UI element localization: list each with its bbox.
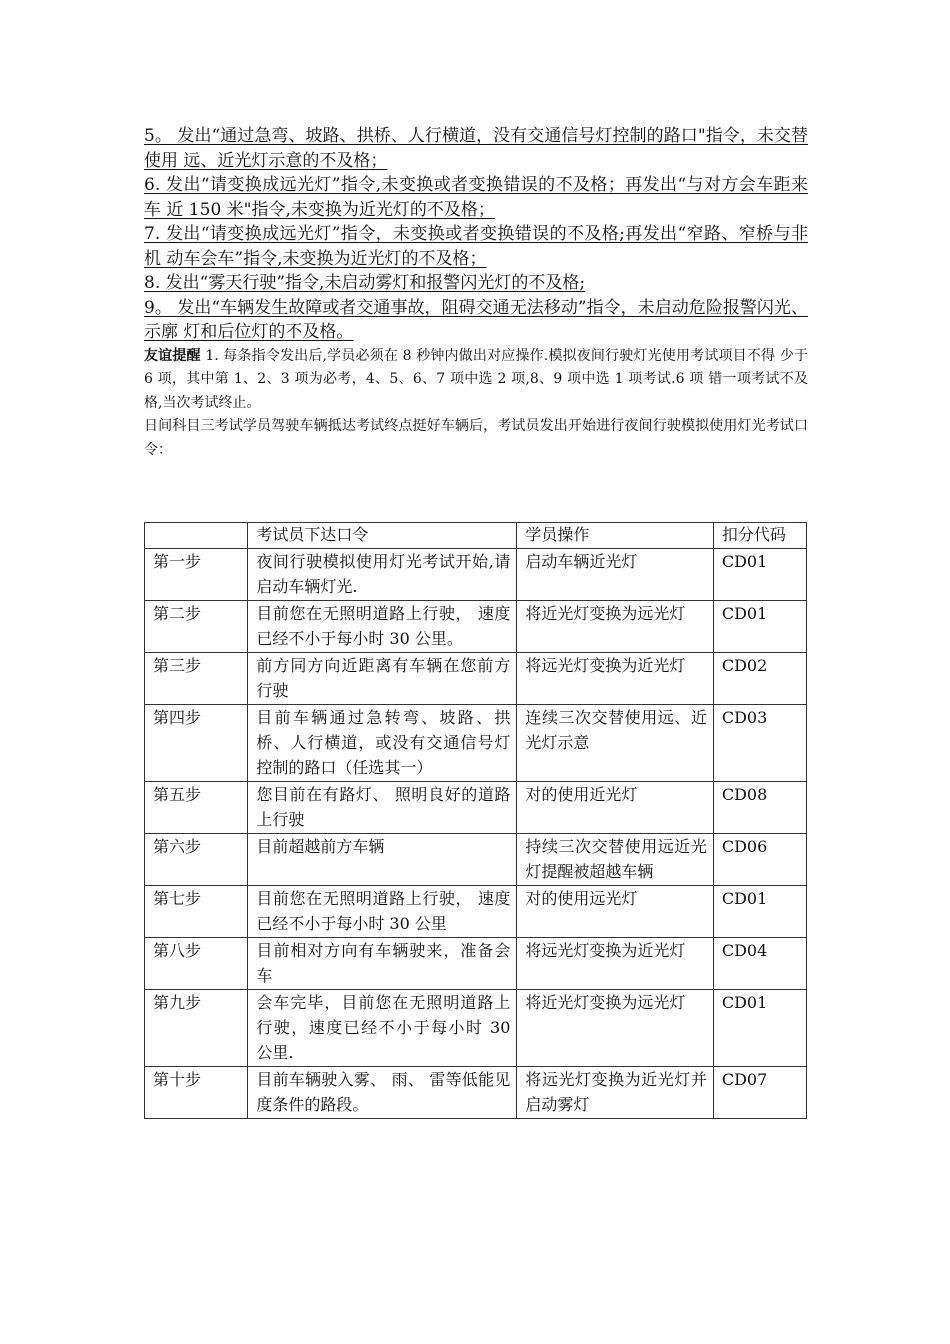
header-action: 学员操作: [517, 523, 713, 549]
rule-text: 8. 发出“雾天行驶”指令,未启动雾灯和报警闪光灯的不及格;: [144, 273, 586, 293]
header-code: 扣分代码: [713, 523, 806, 549]
cell-step: 第九步: [145, 990, 248, 1067]
cell-action: 将远光灯变换为近光灯: [517, 938, 713, 990]
cell-action: 将近光灯变换为远光灯: [517, 601, 713, 653]
tip-label: 友谊提醒: [144, 347, 201, 364]
cell-action: 将远光灯变换为近光灯并启动雾灯: [517, 1067, 713, 1119]
table-row: [145, 653, 807, 705]
cell-command: 目前您在无照明道路上行驶， 速度已经不小于每小时 30 公里: [248, 886, 517, 938]
rule-text: 9。 发出“车辆发生故障或者交通事故，阻碍交通无法移动”指令，未启动危险报警闪光、示廓 灯和后位灯的不及格。: [144, 297, 808, 342]
cell-step: 第八步: [145, 938, 248, 990]
cell-command: 目前您在无照明道路上行驶， 速度已经不小于每小时 30 公里。: [248, 601, 517, 653]
cell-command: 目前超越前方车辆: [248, 834, 517, 886]
cell-action: 连续三次交替使用远、近光灯示意: [517, 705, 713, 782]
cell-code: CD07: [713, 1067, 806, 1119]
cell-code: CD02: [713, 653, 806, 705]
header-step: [145, 523, 248, 549]
cell-action: 启动车辆近光灯: [517, 549, 713, 601]
friendly-tip: [144, 345, 808, 416]
cell-step: 第三步: [145, 653, 248, 705]
table-header-row: [145, 523, 807, 549]
rule-item-5: [144, 124, 808, 173]
table-row: [145, 705, 807, 782]
table-row: [145, 834, 807, 886]
cell-code: CD01: [713, 549, 806, 601]
rule-item-9: [144, 296, 808, 345]
table-row: [145, 1067, 807, 1119]
cell-command: 前方同方向近距离有车辆在您前方行驶: [248, 653, 517, 705]
document-page: [144, 124, 808, 462]
cell-command: 会车完毕，目前您在无照明道路上行驶，速度已经不小于每小时 30 公里.: [248, 990, 517, 1067]
cell-action: 将近光灯变换为远光灯: [517, 990, 713, 1067]
cell-command: 您目前在有路灯、 照明良好的道路上行驶: [248, 782, 517, 834]
cell-command: 目前车辆通过急转弯、坡路、拱桥、人行横道，或没有交通信号灯控制的路口（任选其一）: [248, 705, 517, 782]
cell-step: 第六步: [145, 834, 248, 886]
intro-paragraph: 日间科目三考试学员驾驶车辆抵达考试终点挺好车辆后，考试员发出开始进行夜间行驶模拟使用灯光考试口令：: [144, 418, 808, 458]
cell-action: 对的使用远光灯: [517, 886, 713, 938]
exam-steps-table: [144, 522, 807, 1119]
rule-item-6: [144, 173, 808, 222]
tip-text: 1. 每条指令发出后,学员必须在 8 秒钟内做出对应操作.模拟夜间行驶灯光使用考试项目不得 少于 6 项，其中第 1、2、3 项为必考，4、5、6、7 项中选 2 项,8、9 项中选 1 项考试.6 项 错一项考试不及格,当次考试终止。: [144, 347, 808, 411]
cell-command: 目前相对方向有车辆驶来，准备会车: [248, 938, 517, 990]
cell-command: 夜间行驶模拟使用灯光考试开始,请启动车辆灯光.: [248, 549, 517, 601]
rule-text: 5。 发出“通过急弯、坡路、拱桥、人行横道，没有交通信号灯控制的路口"指令，未交替使用 远、近光灯示意的不及格；: [144, 126, 808, 171]
cell-action: 持续三次交替使用远近光灯提醒被超越车辆: [517, 834, 713, 886]
header-command: 考试员下达口令: [248, 523, 517, 549]
cell-action: 将远光灯变换为近光灯: [517, 653, 713, 705]
rule-text: 7. 发出“请变换成远光灯”指令，未变换或者变换错误的不及格;再发出“窄路、窄桥与非机 动车会车”指令,未变换为近光灯的不及格；: [144, 224, 808, 269]
cell-step: 第二步: [145, 601, 248, 653]
table-row: [145, 549, 807, 601]
cell-step: 第五步: [145, 782, 248, 834]
cell-step: 第一步: [145, 549, 248, 601]
cell-code: CD06: [713, 834, 806, 886]
cell-code: CD04: [713, 938, 806, 990]
table-row: [145, 601, 807, 653]
cell-code: CD01: [713, 990, 806, 1067]
cell-code: CD01: [713, 886, 806, 938]
cell-step: 第四步: [145, 705, 248, 782]
table-row: [145, 782, 807, 834]
rule-text: 6. 发出“请变换成远光灯”指令,未变换或者变换错误的不及格；再发出“与对方会车距来车 近 150 米"指令,未变换为近光灯的不及格；: [144, 175, 808, 220]
cell-code: CD08: [713, 782, 806, 834]
rule-item-7: [144, 222, 808, 271]
rule-item-8: [144, 271, 808, 296]
cell-command: 目前车辆驶入雾、 雨、 雷等低能见度条件的路段。: [248, 1067, 517, 1119]
table-row: [145, 886, 807, 938]
cell-code: CD03: [713, 705, 806, 782]
cell-step: 第七步: [145, 886, 248, 938]
table-row: [145, 990, 807, 1067]
cell-step: 第十步: [145, 1067, 248, 1119]
cell-code: CD01: [713, 601, 806, 653]
table-row: [145, 938, 807, 990]
cell-action: 对的使用近光灯: [517, 782, 713, 834]
